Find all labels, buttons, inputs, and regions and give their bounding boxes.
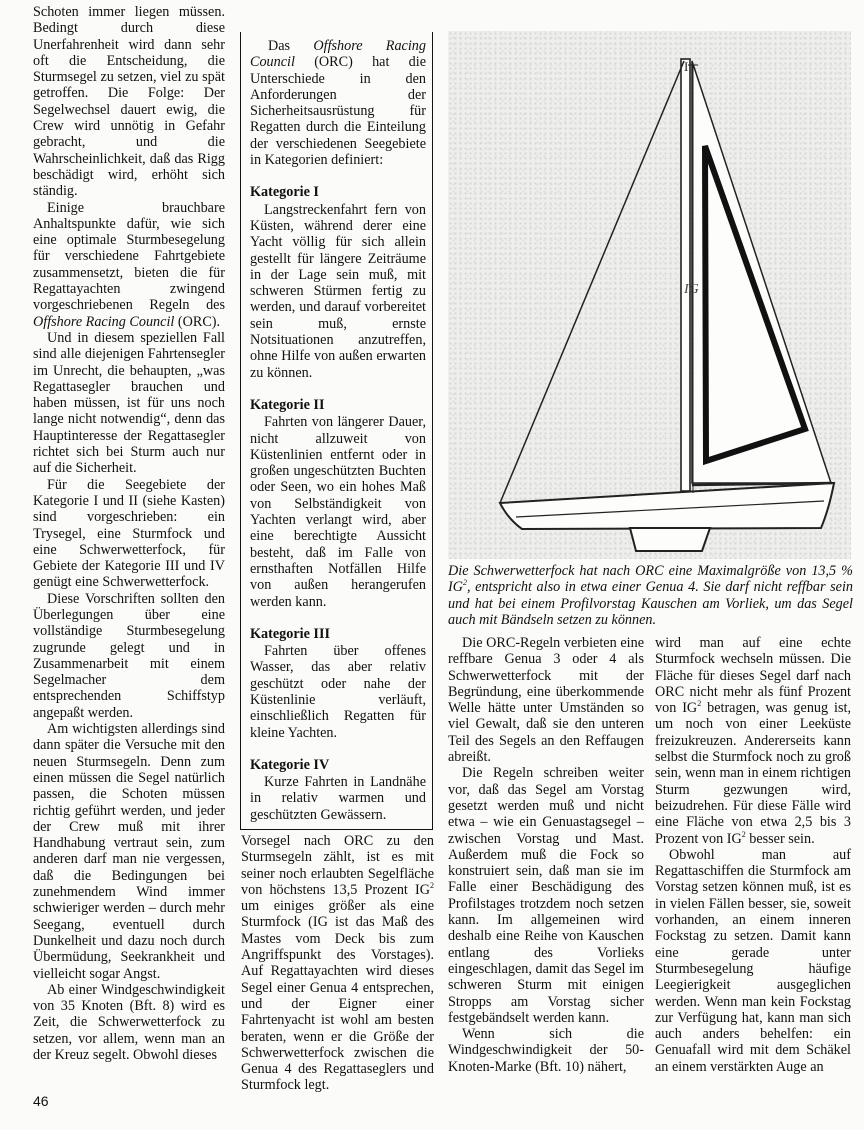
- orc-name: Offshore Racing Council: [33, 313, 175, 330]
- column-1: [33, 4, 225, 1063]
- column-3: [448, 635, 644, 1075]
- category-3-text: Fahrten über offenes Wasser, das aber relativ geschützt oder nahe der Küstenlinie verläuft, einschließlich Regatten für kleine Yachten.: [250, 643, 426, 741]
- paragraph: Für die Seegebiete der Kategorie I und II (siehe Kasten) sind vorgeschrieben: ein Trysegel, eine Sturmfock und eine Schwerwetterfock, für Gebiete der Kategorie III und IV genügt eine Schwerwetterfock.: [33, 476, 225, 591]
- box-intro: Das Offshore Racing Council (ORC) hat die Unterschiede in den Anforderungen der Sicherheitsausrüstung für Regatten durch die Einteilung der verschiedenen Seegebiete in Kategorien definiert:: [250, 38, 426, 169]
- mast: [681, 59, 690, 491]
- forestay: [500, 61, 684, 503]
- page-number: 46: [33, 1093, 49, 1109]
- paragraph: Wenn sich die Windgeschwindigkeit der 50-Knoten-Marke (Bft. 10) nähert,: [448, 1026, 644, 1075]
- paragraph: Vorsegel nach ORC zu den Sturmsegeln zählt, ist es mit seiner noch erlaubten Segelfläche von höchstens 13,5 Prozent $IG^2$ um einiges größer als eine Sturmfock (IG ist das Maß des Mastes vom Deck bis zum Angriffspunkt des Vorstages). Auf Regattayachten wird dieses Segel einer Genua 4 entsprechen, und der Eigner einer Fahrtenyacht ist wohl am besten beraten, wenn er die Größe der Schwerwetterfock zwischen die Genua 4 des Regattaseglers und Sturmfock legt.: [241, 833, 434, 1094]
- paragraph: Und in diesem speziellen Fall sind alle diejenigen Fahrtensegler im Unrecht, die behaupten, „was Regattasegler brauchen und haben müssen, ist für uns noch lange nicht notwendig“, denn das Hauptinteresse der Regattasegler richtet sich bei Sturm auch nur auf die Sicherheit.: [33, 329, 225, 477]
- paragraph: Die ORC-Regeln verbieten eine reffbare Genua 3 oder 4 als Schwerwetterfock mit der Begründung, eine überkommende Welle hätte unter Umständen so viel Gewalt, daß sie den unteren Teil des Segels an den Reffaugen abreißt.: [448, 635, 644, 766]
- category-1-text: Langstreckenfahrt fern von Küsten, während derer eine Yacht völlig für sich allein gestellt für längere Zeiträume in der Lage sein muß, mit schweren Stürmen fertig zu werden, und darauf vorbereitet sein muß, ernste Notsituationen anzutreffen, ohne Hilfe von außen erwarten zu können.: [250, 201, 426, 381]
- category-4-title: Kategorie IV: [250, 756, 330, 773]
- paragraph: wird man auf eine echte Sturmfock wechseln müssen. Die Fläche für dieses Segel darf nach ORC nicht mehr als fünf Prozent von $IG^2$ betragen, was genug ist, um noch von einer Leeküste freizukreuzen. Andererseits kann selbst die Sturmfock noch zu groß sein, wenn man in einem richtigen Sturm gezwungen wird, beizudrehen. Für diese Fälle wird eine Fläche von etwa 2,5 bis 3 Prozent von $IG^2$ besser sein.: [655, 635, 851, 847]
- mast-top-label: I: [684, 59, 689, 74]
- category-4-text: Kurze Fahrten in Landnähe in relativ warmen und geschützten Gewässern.: [250, 774, 426, 823]
- sail-plan-figure: [448, 31, 851, 559]
- category-1-title: Kategorie I: [250, 184, 319, 201]
- category-2-title: Kategorie II: [250, 396, 325, 413]
- paragraph: Obwohl man auf Regattaschiffen die Sturmfock am Vorstag setzen können muß, ist es in vielen Fällen besser, sie, soweit vorhanden, an einem inneren Fockstag zu setzen. Damit kann eine gerade unter Sturmbesegelung häufige Leegierigkeit ausgeglichen werden. Wenn man kein Fockstag zur Verfügung hat, kann man sich auch anders behelfen: ein Genuafall wird mit dem Schäkel an einem verstärkten Auge an: [655, 846, 851, 1075]
- info-box-orc-categories: [240, 32, 433, 830]
- paragraph: Diese Vorschriften sollten den Überlegungen über eine vollständige Sturmbesegelung zugrunde gelegt und in Zusammenarbeit mit einem Segelmacher dem entsprechenden Schiffstyp angepaßt werden.: [33, 590, 225, 721]
- paragraph: Die Regeln schreiben weiter vor, daß das Segel am Vorstag gesetzt werden muß und nicht etwa – wie ein Genuastagsegel – zwischen Vorstag und Mast. Außerdem muß die Fock so konstruiert sein, daß man sie im Falle einer Beschädigung des Profilstages trotzdem noch setzen kann. Im allgemeinen wird deshalb eine Reihe von Kauschen entlang des Vorlieks eingeschlagen, damit das Segel im schweren Sturm mit einigen Stropps am Vorstag sicher festgebändselt werden kann.: [448, 765, 644, 1026]
- paragraph: Schoten immer liegen müssen. Bedingt durch diese Unerfahrenheit wird dann sehr oft die Entscheidung, die Sturmsegel zu setzen, viel zu spät getroffen. Die Folge: Der Segelwechsel dauert ewig, die Crew wird unnötig in Gefahr gebracht, und die Wahrscheinlichkeit, daß das Rigg beschädigt wird, erhöht sich ständig.: [33, 4, 225, 200]
- category-2-text: Fahrten von längerer Dauer, nicht allzuweit von Küstenlinien entfernt oder in großen ungeschützten Buchten oder Seen, wo ein hohes Maß von Selbständigkeit von Yachten verlangt wird, aber eine berechtigte Aussicht besteht, daß im Falle von ernsthaften Notfällen Hilfe von außen herangerufen werden kann.: [250, 414, 426, 610]
- ig-label: IG: [684, 282, 699, 297]
- category-3-title: Kategorie III: [250, 625, 330, 642]
- paragraph: Am wichtigsten allerdings sind dann später die Versuche mit den neuen Sturmsegeln. Denn zum einen müssen die Segel natürlich passen, die Schoten müssen richtig geführt werden, und jeder der Crew muß mit ihrer Handhabung vertraut sein, zum anderen darf man nie vergessen, daß die Bedingungen bei zunehmendem Wind immer schwieriger werden – durch mehr Seegang, eventuell durch Dunkelheit und dazu noch durch Übermüdung, Seekrankheit und vielleicht sogar Angst.: [33, 721, 225, 982]
- column-2-text: [241, 833, 434, 1094]
- sail-plan-drawing: [448, 31, 851, 559]
- storm-jib: [705, 146, 805, 461]
- paragraph: Ab einer Windgeschwindigkeit von 35 Knoten (Bft. 8) wird es Zeit, die Schwerwetterfock zu setzen, vor allem, wenn man an der Kreuz segelt. Obwohl dieses: [33, 981, 225, 1063]
- figure-caption: Die Schwerwetterfock hat nach ORC eine Maximalgröße von 13,5 % $IG^2$, entspricht also in etwa einer Genua 4. Sie darf nicht reffbar sein und hat bei einem Profilvorstag Kauschen am Vorliek, um das Segel auch mit Bändseln setzen zu können.: [448, 563, 853, 628]
- paragraph: Einige brauchbare Anhaltspunkte dafür, wie sich eine optimale Sturmbesegelung für verschiedene Fahrtgebiete zusammensetzt, bieten die für Regattayachten zwingend vorgeschriebenen Regeln des Offshore Racing Council (ORC).: [33, 199, 225, 330]
- hull: [500, 483, 834, 529]
- keel: [630, 528, 710, 551]
- column-4: [655, 635, 851, 1075]
